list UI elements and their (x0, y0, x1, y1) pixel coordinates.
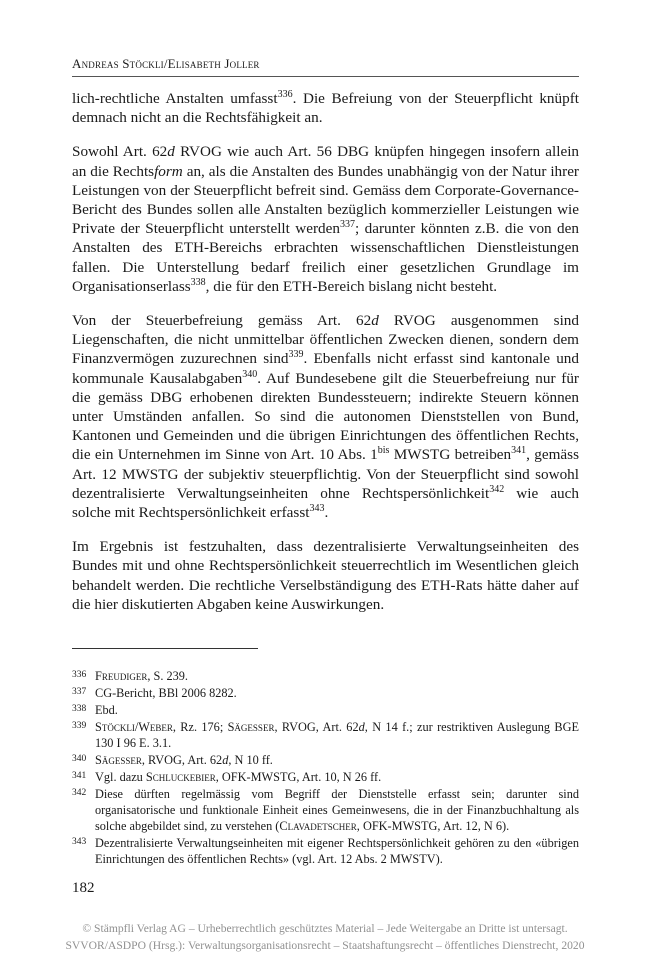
text: . (324, 504, 329, 522)
author-name: Freudiger (95, 669, 148, 683)
footnote-ref[interactable]: 340 (242, 368, 258, 380)
author-name: Sägesser (95, 753, 142, 767)
body-text (72, 89, 579, 629)
paragraph-2 (72, 142, 579, 296)
text: . Die Befreiung von der Steuerpflicht knüpft demnach nicht an die Rechtsfähigkeit an. (72, 90, 579, 127)
footnote-340 (72, 752, 579, 768)
italic-text: d (371, 312, 379, 330)
footnote-number: 337 (72, 687, 87, 697)
footnote-ref[interactable]: 341 (511, 445, 527, 457)
text: . Auf Bundesebene gilt die Steuerbefreiung nur für die gemäss DBG erhobenen direkten Bundessteuern; indirekte Steuern können unter Umständen anfallen. So sind die autonomen Dienststellen von Bund, Kantonen und Gemeinden und die übrigen Einrichtungen des öffentlichen Rechts, die ein Unternehmen im Sinne von Art. 10 Abs. 1 (72, 369, 579, 464)
footnote-338 (72, 702, 579, 718)
footnote-342 (72, 786, 579, 834)
text: wie auch solche mit Rechtspersönlichkeit erfasst (72, 484, 579, 522)
footnote-number: 339 (72, 721, 87, 731)
footnote-337 (72, 685, 579, 701)
text: , RVOG, Art. 62 (141, 753, 223, 767)
paragraph-3 (72, 311, 579, 522)
text: Sowohl Art. 62 (72, 143, 168, 161)
text: , N 10 ff. (228, 753, 273, 767)
footnote-text (95, 668, 579, 684)
footnote-ref[interactable]: 342 (489, 483, 505, 495)
footnote-number: 341 (72, 771, 87, 781)
footnote-text (95, 719, 579, 751)
footnote-number: 338 (72, 704, 87, 714)
footnote-ref[interactable]: 338 (190, 276, 206, 288)
footnote-ref[interactable]: 339 (288, 349, 304, 361)
copyright-footer (0, 920, 650, 954)
footnote-336 (72, 668, 579, 684)
text: , Rz. 176; (172, 720, 228, 734)
text: . Ebenfalls nicht erfasst sind kantonale und kommunale Kausalabgaben (72, 350, 579, 387)
footnote-number: 336 (72, 670, 87, 680)
italic-text: d (222, 753, 229, 767)
footnote-ref[interactable]: 337 (339, 219, 355, 231)
footnote-number: 343 (72, 837, 87, 847)
footnote-text: Dezentralisierte Verwaltungseinheiten mit eigener Rechtspersönlichkeit gehören zu den «übrigen Einrichtungen des öffentlichen Rechts» (vgl. Art. 12 Abs. 2 MWSTV). (95, 836, 579, 866)
footer-line-1: © Stämpfli Verlag AG – Urheberrechtlich geschütztes Material – Jede Weitergabe an Dritte ist untersagt. (82, 922, 568, 935)
text: , OFK-MWSTG, Art. 10, N 26 ff. (215, 770, 382, 784)
paragraph-1 (72, 89, 579, 127)
author-name: Schluckebier (145, 770, 216, 784)
italic-text: d (167, 143, 175, 161)
author-name: Sägesser (227, 720, 275, 734)
text: , N 14 f.; zur restriktiven Auslegung BGE 130 I 96 E. 3.1. (95, 720, 579, 750)
footnote-number: 340 (72, 754, 87, 764)
footnote-divider (72, 648, 258, 649)
italic-text: d (358, 720, 365, 734)
footnote-text: Ebd. (95, 703, 118, 717)
text: , die für den ETH-Bereich bislang nicht besteht. (205, 277, 498, 295)
text: , RVOG, Art. 62 (274, 720, 359, 734)
footnote-343 (72, 835, 579, 867)
text: ; darunter könnten z.B. die von den Anstalten des ETH-Bereichs erbrachten wissenschaftlichen Dienstleistungen fallen. Die Unterstellung bedarf freilich einer gesetzlichen Grundlage im Organisationserlass (72, 220, 579, 295)
footnote-text (95, 752, 579, 768)
text: Vgl. dazu (95, 770, 146, 784)
italic-text: form (154, 162, 183, 180)
text: MWSTG betreiben (389, 446, 512, 464)
footer-line-2: SVVOR/ASDPO (Hrsg.): Verwaltungsorganisationsrecht – Staatshaftungsrecht – öffentliches Dienstrecht, 2020 (65, 939, 585, 952)
footnote-ref[interactable]: 336 (277, 88, 293, 100)
text: , OFK-MWSTG, Art. 12, N 6). (356, 819, 510, 833)
footnote-number: 342 (72, 788, 87, 798)
footnote-ref[interactable]: 343 (309, 503, 325, 514)
superscript-bis: bis (377, 445, 390, 457)
page-number: 182 (72, 880, 95, 896)
author-name: Stöckli/Weber (95, 720, 173, 734)
text: RVOG ausgenommen sind Liegenschaften, die nicht unmittelbar öffentlichen Zwecken dienen, sondern dem Finanzvermögen zuzurechnen sind (72, 312, 579, 368)
paragraph-4: Im Ergebnis ist festzuhalten, dass dezentralisierte Verwaltungseinheiten des Bundes mit und ohne Rechtspersönlichkeit steuerrechtlich im Wesentlichen gleich behandelt werden. Die rechtliche Verselbständigung des ETH-Rats hätte daher auf die hier diskutierten Abgaben keine Auswirkungen. (72, 538, 579, 613)
author-name: Clavadetscher (279, 819, 357, 833)
footnote-text (95, 786, 579, 834)
footnote-text: CG-Bericht, BBl 2006 8282. (95, 686, 237, 700)
text: RVOG wie auch Art. 56 DBG knüpfen hingegen insofern allein an die Rechts (72, 143, 580, 180)
footnotes (72, 668, 579, 868)
footnote-text (95, 769, 579, 785)
text: lich-rechtliche Anstalten umfasst (72, 90, 278, 107)
text: Diese dürften regelmässig vom Begriff der Dienststelle erfasst sein; darunter sind organisatorische und funktionale Einheit eines Gemeinwesens, die in der Finanzbuchhaltung als solche abgebildet sind, zu verstehen ( (95, 787, 579, 833)
footnote-339 (72, 719, 579, 751)
text: , S. 239. (147, 669, 188, 683)
text: an, als die Anstalten des Bundes unabhängig von der Natur ihrer Leistungen von der Steuerpflicht befreit sind. Gemäss dem Corporate-Governance-Bericht des Bundes sollen alle Anstalten bezüglich kommerzieller Leistungen wie Private der Steuerpflicht unterstellt werden (72, 162, 579, 238)
text: , gemäss Art. 12 MWSTG der subjektiv steuerpflichtig. Von der Steuerpflicht sind sowohl dezentralisierte Verwaltungseinheiten ohne Rechtspersönlichkeit (72, 446, 579, 502)
running-head: Andreas Stöckli/Elisabeth Joller (72, 56, 579, 77)
text: Von der Steuerbefreiung gemäss Art. 62 (72, 312, 372, 330)
footnote-341 (72, 769, 579, 785)
